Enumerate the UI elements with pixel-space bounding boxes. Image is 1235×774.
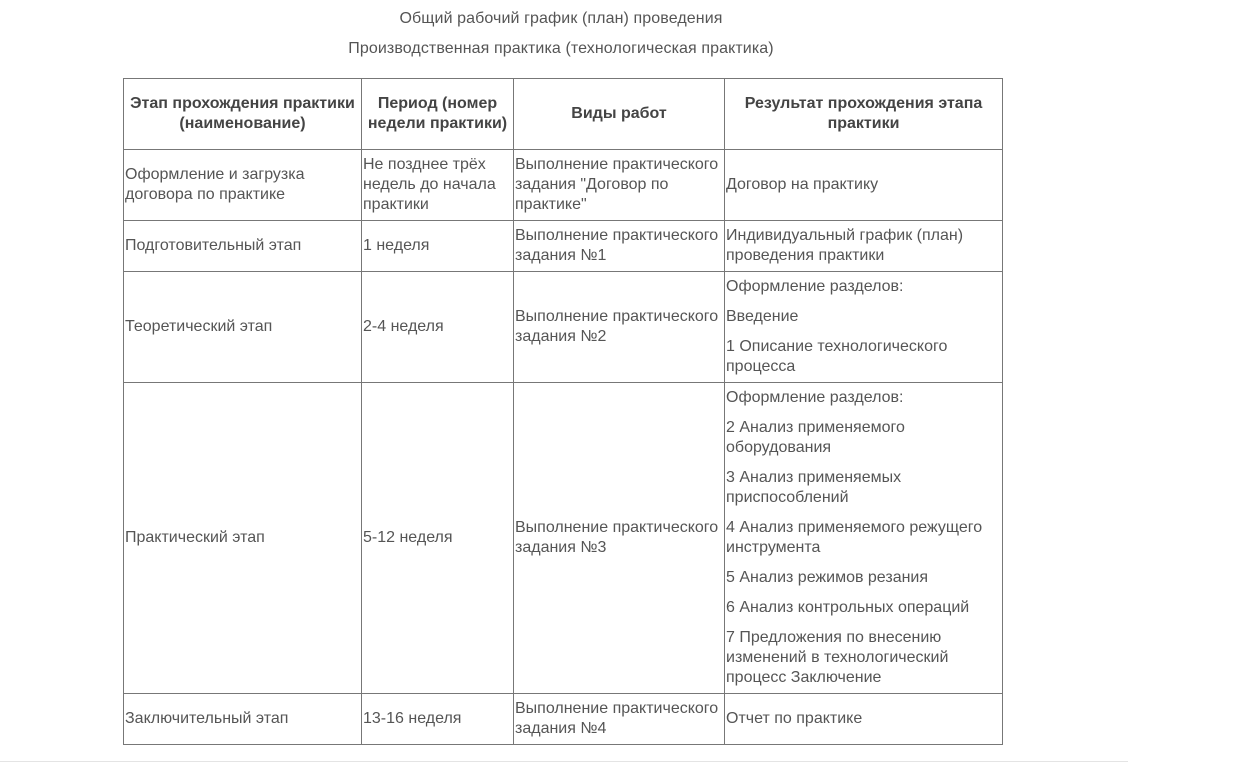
- page-title-line-1: Общий рабочий график (план) проведения: [399, 10, 723, 27]
- cell-period: 5-12 неделя: [362, 383, 514, 694]
- table-row: [124, 383, 1003, 694]
- cell-period: 2-4 неделя: [362, 272, 514, 383]
- header-result: Результат прохождения этапа практики: [725, 79, 1003, 150]
- header-stage: Этап прохождения практики (наименование): [124, 79, 362, 150]
- cell-stage: Оформление и загрузка договора по практике: [124, 150, 362, 221]
- result-line: Оформление разделов:: [726, 389, 904, 406]
- table-row: [124, 221, 1003, 272]
- cell-work: Выполнение практического задания "Договор по практике": [514, 150, 725, 221]
- header-period: Период (номер недели практики): [362, 79, 514, 150]
- cell-stage: Заключительный этап: [124, 694, 362, 745]
- cell-result: [725, 694, 1003, 745]
- result-line: Отчет по практике: [726, 710, 863, 727]
- result-line: 1 Описание технологического процесса: [726, 338, 948, 375]
- cell-result: [725, 272, 1003, 383]
- result-line: 3 Анализ применяемых приспособлений: [726, 469, 902, 506]
- practice-schedule-table: [123, 78, 1003, 745]
- result-line: Оформление разделов:: [726, 278, 904, 295]
- cell-stage: Практический этап: [124, 383, 362, 694]
- result-line: Введение: [726, 308, 799, 325]
- cell-stage: Подготовительный этап: [124, 221, 362, 272]
- table-row: [124, 694, 1003, 745]
- result-line: Договор на практику: [726, 176, 879, 193]
- result-line: 2 Анализ применяемого оборудования: [726, 419, 905, 456]
- bottom-divider: [0, 761, 1128, 762]
- result-line: 5 Анализ режимов резания: [726, 569, 929, 586]
- cell-period: 13-16 неделя: [362, 694, 514, 745]
- cell-work: Выполнение практического задания №1: [514, 221, 725, 272]
- page-title-line-2: Производственная практика (технологическая практика): [348, 40, 774, 57]
- table-header-row: [124, 79, 1003, 150]
- cell-period: 1 неделя: [362, 221, 514, 272]
- table-row: [124, 272, 1003, 383]
- cell-period: Не позднее трёх недель до начала практики: [362, 150, 514, 221]
- result-line: 7 Предложения по внесению изменений в технологический процесс Заключение: [726, 629, 949, 686]
- result-line: 4 Анализ применяемого режущего инструмента: [726, 519, 983, 556]
- header-work-types: Виды работ: [514, 79, 725, 150]
- cell-stage: Теоретический этап: [124, 272, 362, 383]
- result-line: 6 Анализ контрольных операций: [726, 599, 970, 616]
- cell-result: [725, 150, 1003, 221]
- table-row: [124, 150, 1003, 221]
- cell-result: [725, 221, 1003, 272]
- cell-work: Выполнение практического задания №2: [514, 272, 725, 383]
- cell-work: Выполнение практического задания №3: [514, 383, 725, 694]
- cell-result: [725, 383, 1003, 694]
- result-line: Индивидуальный график (план) проведения практики: [726, 227, 964, 264]
- cell-work: Выполнение практического задания №4: [514, 694, 725, 745]
